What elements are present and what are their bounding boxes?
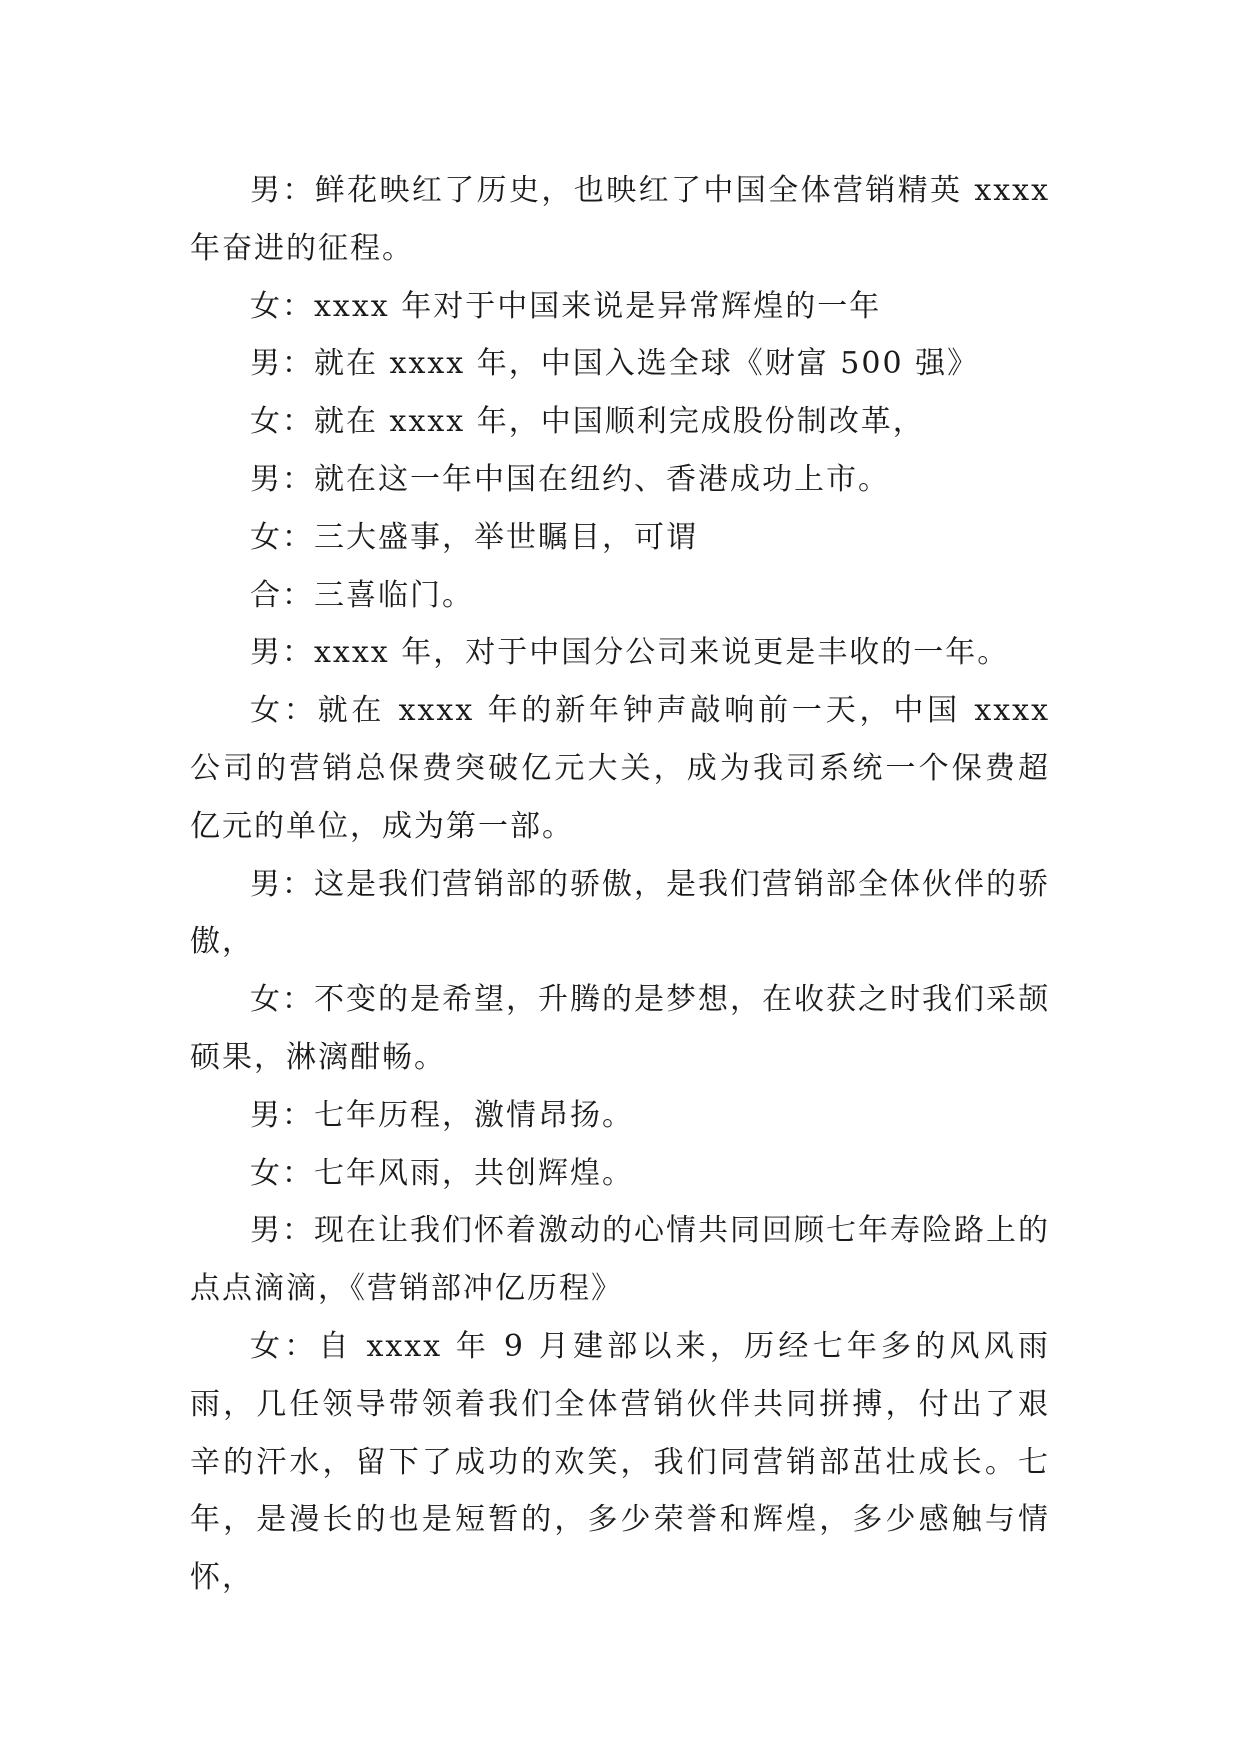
paragraph-6: 女：三大盛事，举世瞩目，可谓 bbox=[250, 519, 698, 555]
paragraph-12: 男：七年历程，激情昂扬。 bbox=[250, 1097, 634, 1133]
document-body bbox=[190, 162, 1050, 1607]
paragraph-7: 合：三喜临门。 bbox=[250, 577, 474, 613]
paragraph-8: 男：xxxx 年，对于中国分公司来说更是丰收的一年。 bbox=[250, 635, 1010, 671]
paragraph-1: 男：鲜花映红了历史，也映红了中国全体营销精英 xxxx 年奋进的征程。 bbox=[190, 173, 1050, 266]
paragraph-15: 女：自 xxxx 年 9 月建部以来，历经七年多的风风雨雨，几任领导带领着我们全体营销伙伴共同拼搏，付出了艰辛的汗水，留下了成功的欢笑，我们同营销部茁壮成长。七年，是漫长的也是短暂的，多少荣誉和辉煌，多少感触与情怀， bbox=[190, 1328, 1050, 1596]
paragraph-2: 女：xxxx 年对于中国来说是异常辉煌的一年 bbox=[250, 288, 882, 324]
paragraph-13: 女：七年风雨，共创辉煌。 bbox=[250, 1155, 634, 1191]
paragraph-10: 男：这是我们营销部的骄傲，是我们营销部全体伙伴的骄傲， bbox=[190, 866, 1050, 960]
paragraph-5: 男：就在这一年中国在纽约、香港成功上市。 bbox=[250, 461, 890, 497]
paragraph-11: 女：不变的是希望，升腾的是梦想，在收获之时我们采颉硕果，淋漓酣畅。 bbox=[190, 982, 1050, 1075]
paragraph-3: 男：就在 xxxx 年，中国入选全球《财富 500 强》 bbox=[250, 346, 980, 382]
paragraph-9: 女：就在 xxxx 年的新年钟声敲响前一天，中国 xxxx 公司的营销总保费突破亿元大关，成为我司系统一个保费超亿元的单位，成为第一部。 bbox=[190, 693, 1050, 844]
paragraph-4: 女：就在 xxxx 年，中国顺利完成股份制改革， bbox=[250, 404, 925, 440]
paragraph-14: 男：现在让我们怀着激动的心情共同回顾七年寿险路上的点点滴滴，《营销部冲亿历程》 bbox=[190, 1213, 1050, 1307]
